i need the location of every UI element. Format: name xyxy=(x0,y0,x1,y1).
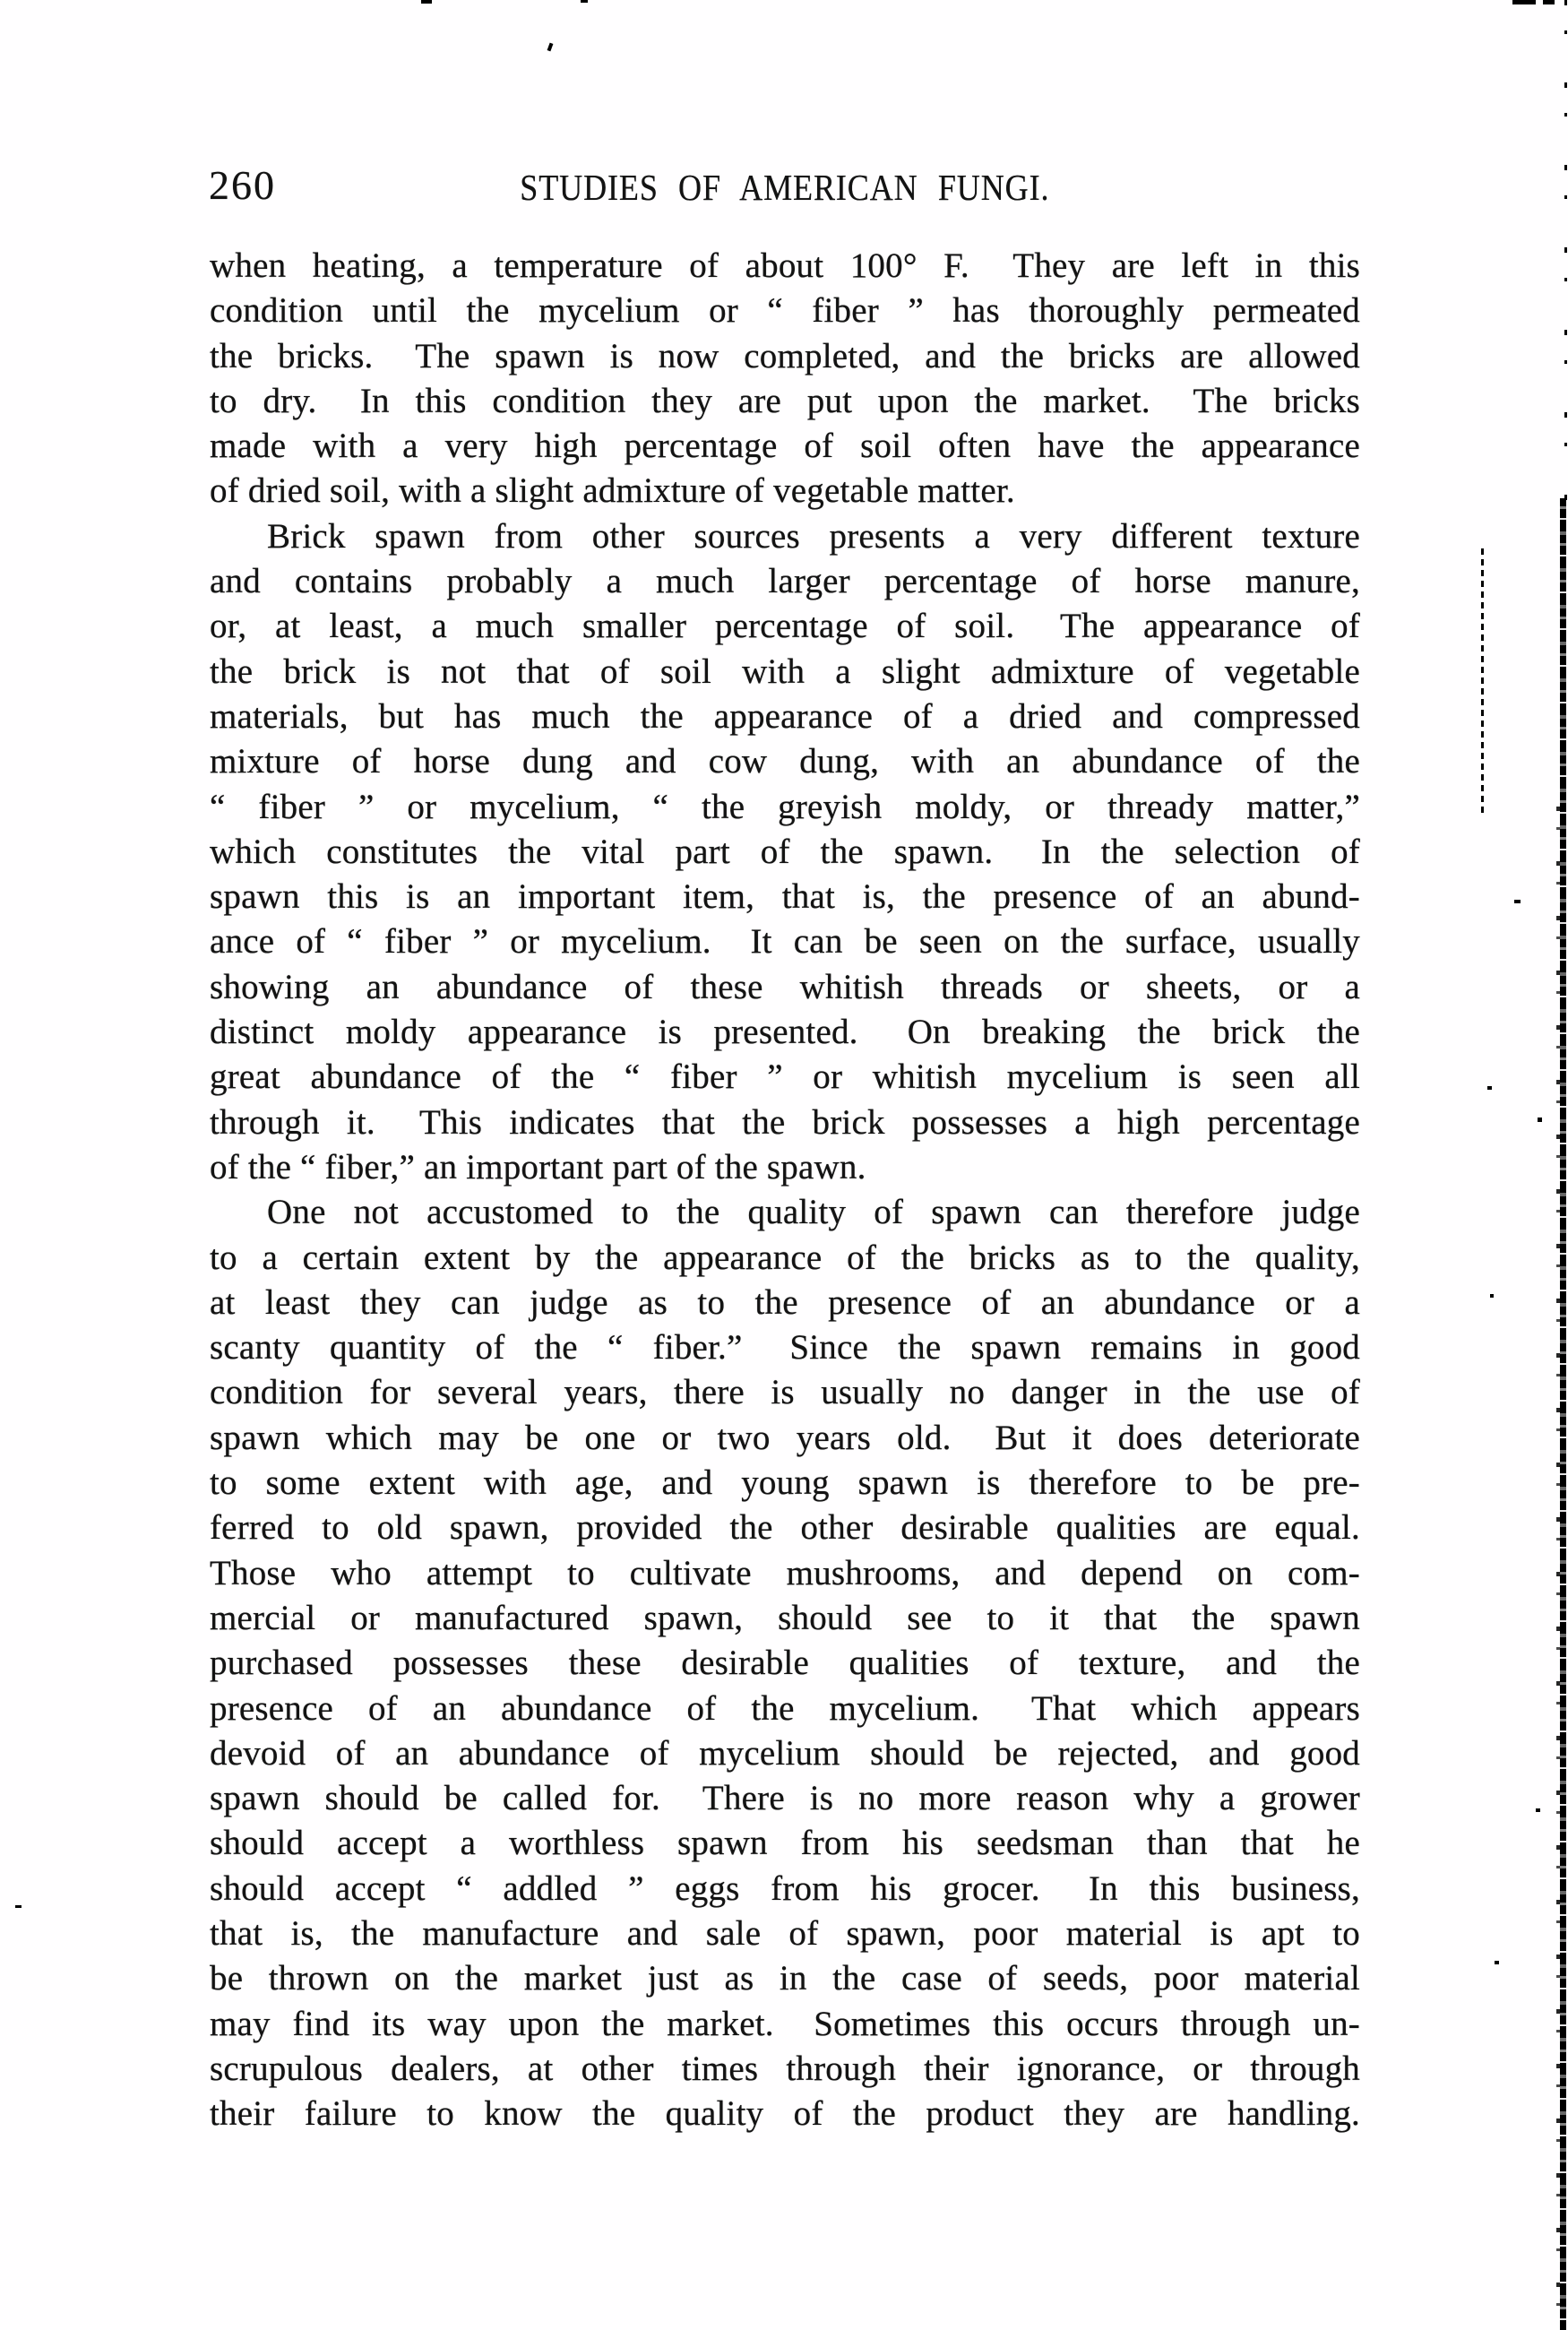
text-line: to a certain extent by the appearance of the bricks as to the quality, xyxy=(210,1238,1360,1277)
text-line: One not accustomed to the quality of spawn can therefore judge xyxy=(267,1193,1360,1232)
scan-speck xyxy=(1543,0,1555,4)
text-line: spawn should be called for. There is no more reason why a grower xyxy=(210,1779,1360,1818)
scan-speck xyxy=(1487,1086,1492,1090)
text-line: Those who attempt to cultivate mushrooms, and depend on com- xyxy=(210,1553,1360,1592)
scan-speck xyxy=(1495,1961,1499,1964)
scan-speck xyxy=(547,43,554,52)
text-line: made with a very high percentage of soil often have the appearance xyxy=(210,427,1360,466)
text-line: may find its way upon the market. Sometimes this occurs through un- xyxy=(210,2004,1360,2043)
page-number: 260 xyxy=(209,162,276,208)
scan-speck xyxy=(581,0,588,3)
text-line: be thrown on the market just as in the case of seeds, poor material xyxy=(210,1959,1360,1998)
scan-edge-band-right xyxy=(1560,498,1566,2330)
scan-edge-line-inset xyxy=(1481,548,1484,814)
text-line: which constitutes the vital part of the spawn. In the selection of xyxy=(210,832,1360,871)
scan-speck xyxy=(1514,900,1521,903)
text-line: distinct moldy appearance is presented. On breaking the brick the xyxy=(210,1013,1360,1052)
running-title: STUDIES OF AMERICAN FUNGI. xyxy=(519,167,1050,208)
text-line: devoid of an abundance of mycelium should be rejected, and good xyxy=(210,1733,1360,1773)
paragraph xyxy=(210,1190,1360,2136)
text-line: should accept a worthless spawn from his seedsman than that he xyxy=(210,1824,1360,1863)
text-line: through it. This indicates that the brick possesses a high percentage xyxy=(210,1102,1360,1142)
page-body xyxy=(210,244,1360,2136)
text-line: purchased possesses these desirable qualities of texture, and the xyxy=(210,1644,1360,1683)
text-line: scanty quantity of the “ fiber.” Since the spawn remains in good xyxy=(210,1328,1360,1368)
scan-speck xyxy=(1536,1808,1540,1812)
text-line: or, at least, a much smaller percentage of soil. The appearance of xyxy=(210,607,1360,646)
text-line: and contains probably a much larger percentage of horse manure, xyxy=(210,562,1360,601)
running-title-wrap xyxy=(209,168,1360,207)
scan-edge-dots-top-right xyxy=(1564,0,1567,502)
text-line: that is, the manufacture and sale of spawn, poor material is apt to xyxy=(210,1913,1360,1953)
text-line: ance of “ fiber ” or mycelium. It can be seen on the surface, usually xyxy=(210,922,1360,962)
paragraph xyxy=(210,514,1360,1190)
text-line: should accept “ addled ” eggs from his grocer. In this business, xyxy=(210,1868,1360,1908)
scan-speck xyxy=(1490,1294,1494,1298)
text-line: of dried soil, with a slight admixture of vegetable matter. xyxy=(210,471,1015,511)
text-line: condition until the mycelium or “ fiber ” has thoroughly permeated xyxy=(210,291,1360,331)
text-line: the brick is not that of soil with a slight admixture of vegetable xyxy=(210,652,1360,691)
text-line: “ fiber ” or mycelium, “ the greyish moldy, or thready matter,” xyxy=(210,787,1360,826)
text-line: materials, but has much the appearance of a dried and compressed xyxy=(210,696,1360,736)
text-line: to dry. In this condition they are put upon the market. The bricks xyxy=(210,381,1360,420)
text-line: spawn this is an important item, that is, the presence of an abund- xyxy=(210,877,1360,917)
text-line: at least they can judge as to the presence of an abundance or a xyxy=(210,1282,1360,1322)
text-line: showing an abundance of these whitish threads or sheets, or a xyxy=(210,967,1360,1006)
text-line: presence of an abundance of the mycelium. That which appears xyxy=(210,1688,1360,1728)
text-line: great abundance of the “ fiber ” or whitish mycelium is seen all xyxy=(210,1057,1360,1097)
scan-speck xyxy=(15,1905,22,1908)
text-line: condition for several years, there is usually no danger in the use of xyxy=(210,1373,1360,1412)
text-line: spawn which may be one or two years old. But it does deteriorate xyxy=(210,1418,1360,1457)
text-line: Brick spawn from other sources presents a very different texture xyxy=(267,516,1360,556)
text-line: when heating, a temperature of about 100° F. They are left in this xyxy=(210,246,1360,285)
scan-speck xyxy=(1538,1118,1542,1122)
text-line: the bricks. The spawn is now completed, and the bricks are allowed xyxy=(210,336,1360,375)
scan-speck xyxy=(1512,0,1536,4)
text-line: their failure to know the quality of the product they are handling. xyxy=(210,2094,1360,2134)
text-line: mercial or manufactured spawn, should see to it that the spawn xyxy=(210,1598,1360,1637)
paragraph xyxy=(210,244,1360,514)
text-line: mixture of horse dung and cow dung, with an abundance of the xyxy=(210,742,1360,781)
text-line: scrupulous dealers, at other times through their ignorance, or through xyxy=(210,2049,1360,2088)
text-line: ferred to old spawn, provided the other desirable qualities are equal. xyxy=(210,1508,1360,1548)
text-line: to some extent with age, and young spawn is therefore to be pre- xyxy=(210,1463,1360,1503)
scan-edge-band-fray xyxy=(1556,807,1560,2330)
page-header xyxy=(209,163,1360,213)
scan-speck xyxy=(421,0,432,4)
text-line: of the “ fiber,” an important part of the spawn. xyxy=(210,1147,866,1187)
